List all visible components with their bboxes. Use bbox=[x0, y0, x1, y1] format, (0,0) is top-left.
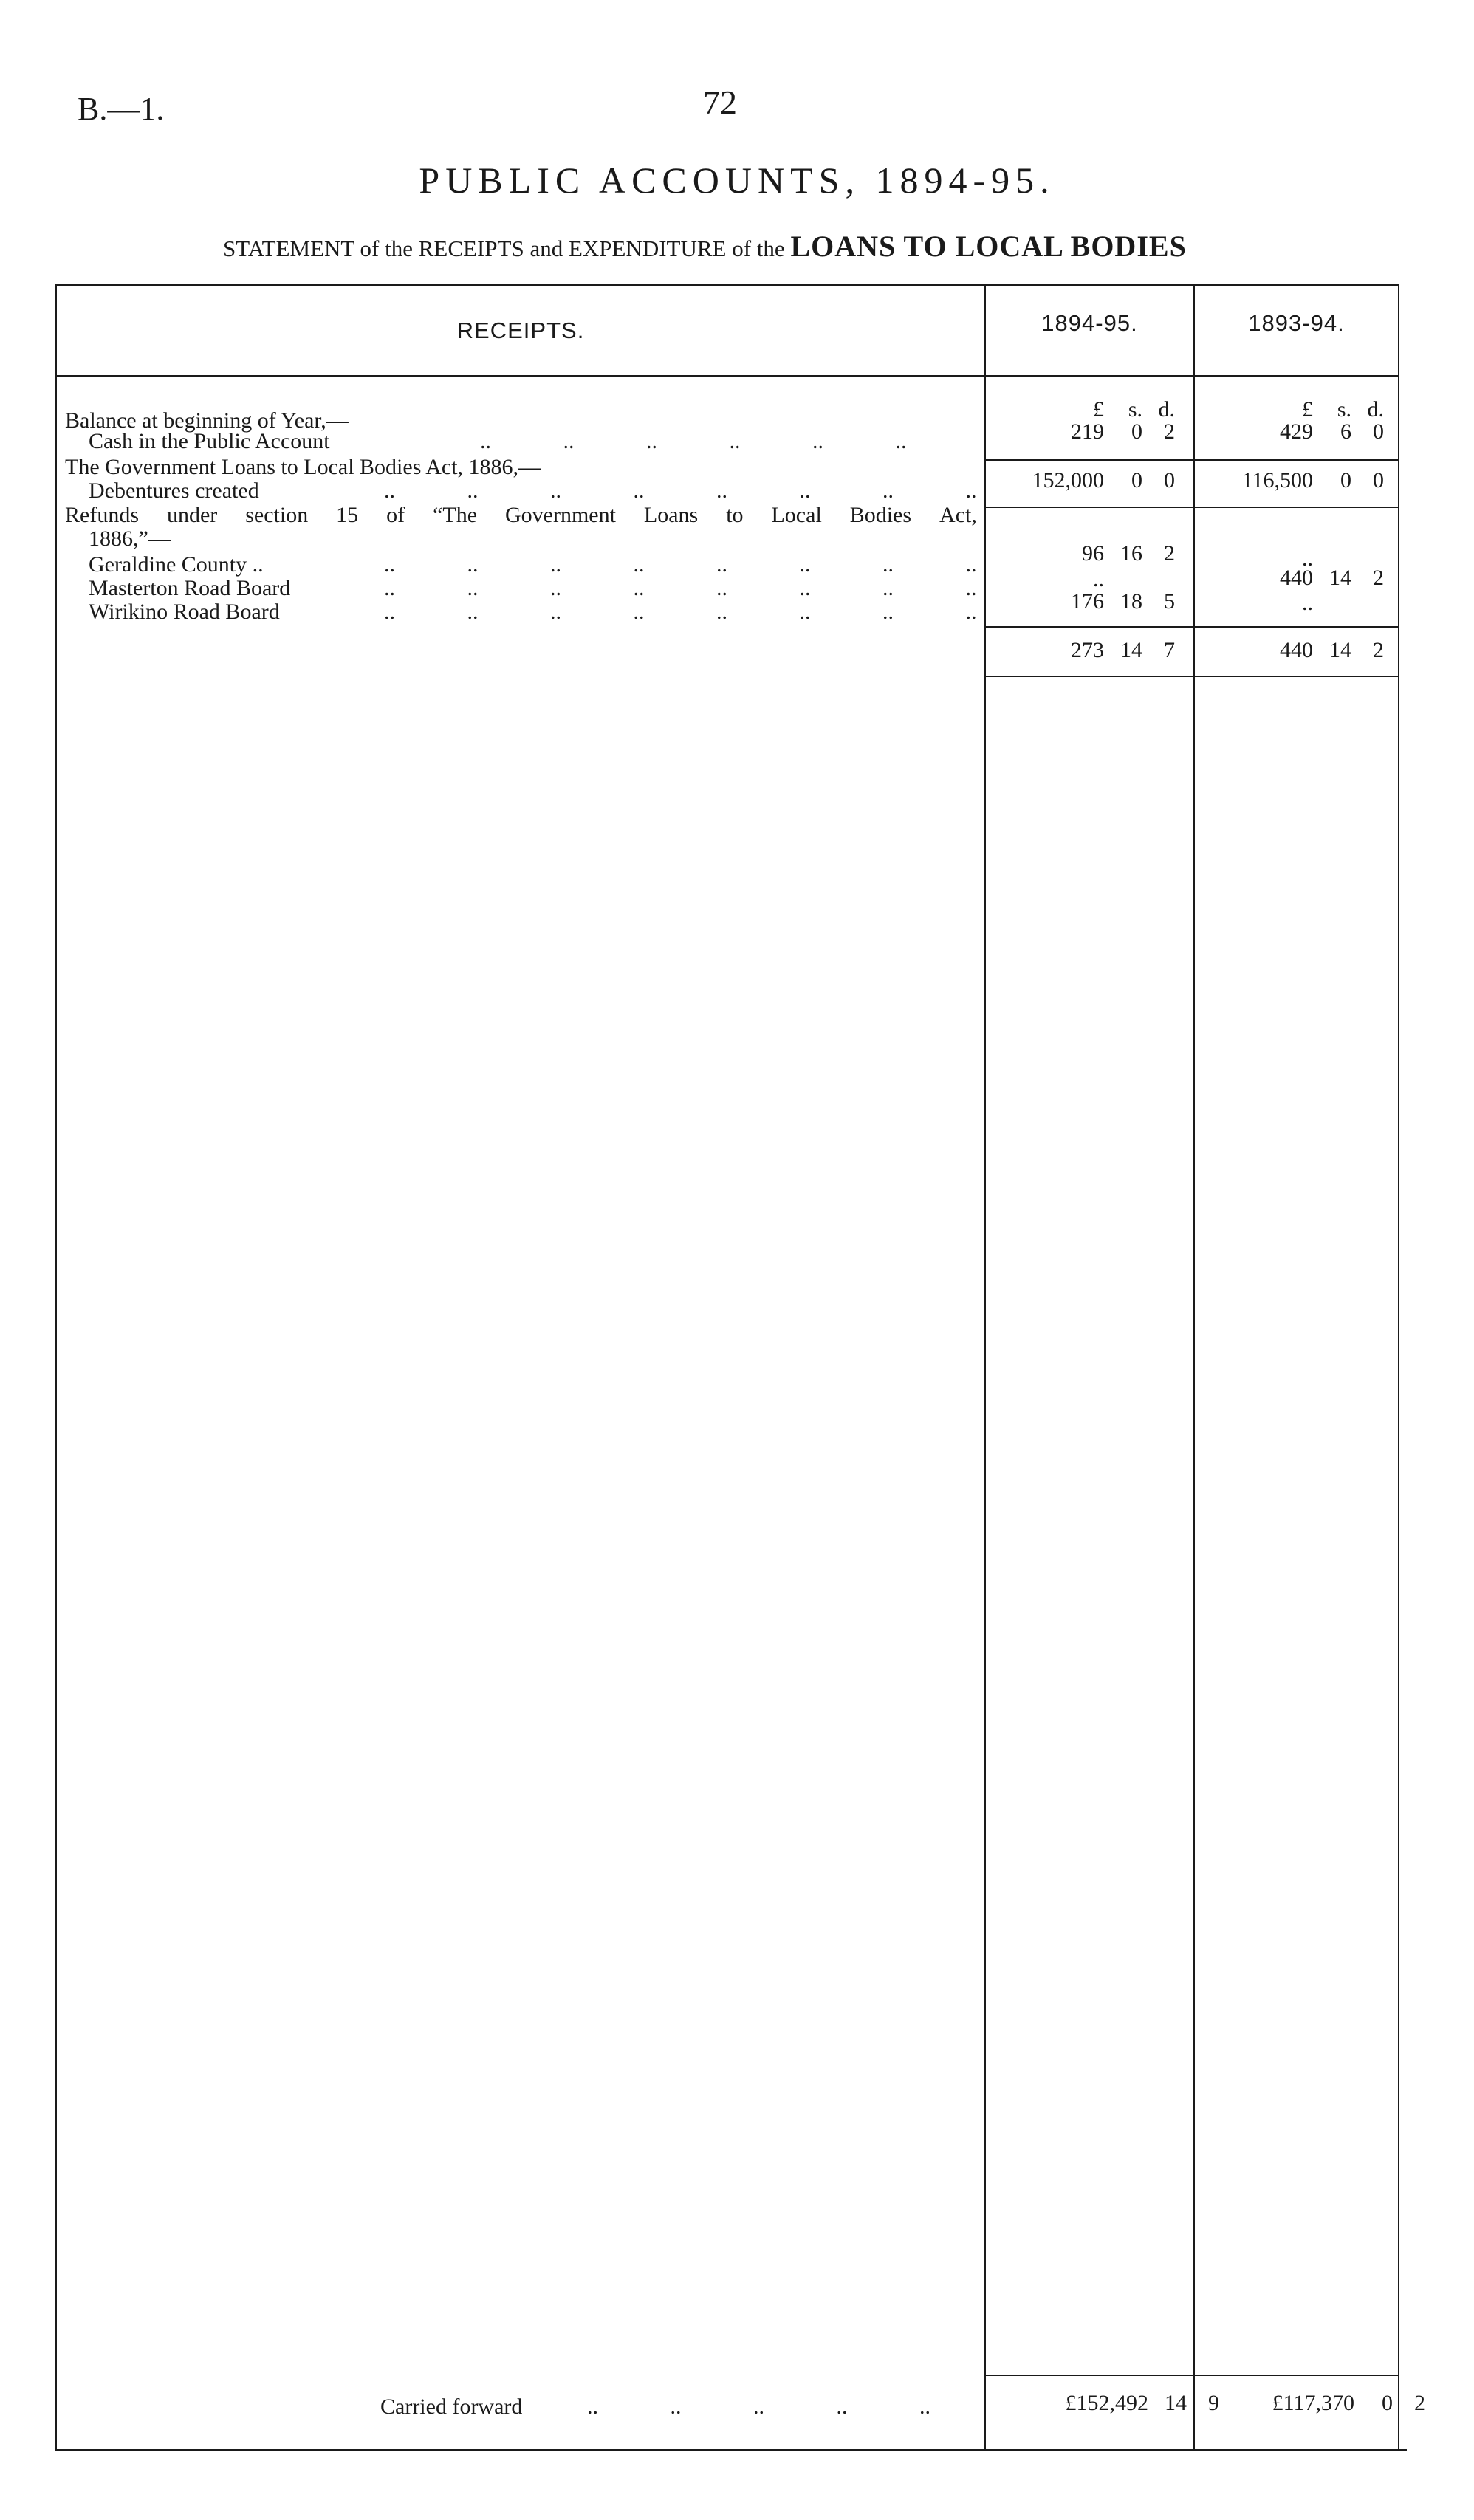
amount-pounds: 116,500 bbox=[1241, 468, 1313, 492]
amount-shillings: 0 bbox=[1131, 419, 1142, 444]
amount-pence: 2 bbox=[1164, 541, 1175, 566]
amount-pounds: £117,370 bbox=[1272, 2391, 1354, 2415]
table-divider-2 bbox=[1193, 284, 1195, 2449]
unit-pounds: £ bbox=[1093, 397, 1104, 422]
geraldine-label: Geraldine County .. bbox=[89, 552, 264, 577]
table-bottom-rule bbox=[55, 2449, 1407, 2451]
amount-pence: 2 bbox=[1414, 2391, 1425, 2415]
units-1893-94 bbox=[1202, 399, 1384, 421]
amount-shillings: 14 bbox=[1120, 638, 1142, 662]
unit-shillings: s. bbox=[1337, 397, 1351, 422]
carried-forward-label: Carried forward bbox=[380, 2394, 523, 2419]
amount-pence bbox=[1357, 592, 1384, 614]
amount-shillings: 14 bbox=[1329, 638, 1351, 662]
refunds-rule-y1 bbox=[986, 626, 1193, 628]
amount-shillings: 0 bbox=[1382, 2391, 1393, 2415]
amount-pounds: 176 bbox=[1071, 589, 1104, 614]
carried-forward-rule-y2 bbox=[1195, 2375, 1398, 2376]
document-reference: B.—1. bbox=[78, 91, 165, 127]
geraldine-1894-95 bbox=[993, 543, 1175, 565]
refunds-heading-cont: 1886,”— bbox=[89, 526, 171, 551]
masterton-1893-94 bbox=[1202, 567, 1384, 589]
amount-pounds: .. bbox=[1302, 591, 1313, 615]
amount-pence: 9 bbox=[1208, 2391, 1219, 2415]
amount-shillings: 6 bbox=[1340, 419, 1351, 444]
amount-shillings bbox=[1319, 592, 1351, 614]
masterton-1894-95 bbox=[993, 569, 1175, 591]
amount-pounds: .. bbox=[1093, 567, 1104, 591]
amount-pence: 2 bbox=[1164, 419, 1175, 444]
amount-shillings: 18 bbox=[1120, 589, 1142, 614]
unit-pence: d. bbox=[1367, 397, 1384, 422]
amount-pence: 2 bbox=[1373, 566, 1384, 590]
refunds-total-1893-94 bbox=[1202, 639, 1384, 662]
cash-1893-94 bbox=[1202, 421, 1384, 443]
cash-label: Cash in the Public Account bbox=[89, 429, 330, 453]
cash-1894-95 bbox=[993, 421, 1175, 443]
cash-rule-y2 bbox=[1195, 459, 1398, 461]
carried-forward-leaders: .. .. .. .. .. bbox=[587, 2394, 930, 2419]
wirikino-1894-95 bbox=[993, 591, 1175, 613]
refunds-heading: Refunds under section 15 of “The Government Loans to Local Bodies Act, bbox=[65, 503, 977, 527]
carried-forward-rule-y1 bbox=[986, 2375, 1193, 2376]
masterton-label: Masterton Road Board bbox=[89, 576, 291, 600]
cash-rule-y1 bbox=[986, 459, 1193, 461]
act-heading: The Government Loans to Local Bodies Act, 1886,— bbox=[65, 455, 541, 479]
debentures-rule-y2 bbox=[1195, 507, 1398, 508]
table-left-border bbox=[55, 284, 57, 2449]
debentures-leaders: .. .. .. .. .. .. .. .. bbox=[384, 478, 977, 503]
balance-heading: Balance at beginning of Year,— bbox=[65, 408, 349, 433]
amount-pounds: 96 bbox=[1082, 541, 1104, 566]
table-divider-1 bbox=[984, 284, 986, 2449]
page-title: PUBLIC ACCOUNTS, 1894-95. bbox=[419, 159, 1055, 201]
refunds-total-1894-95 bbox=[993, 639, 1175, 662]
amount-pence: 0 bbox=[1373, 419, 1384, 444]
masterton-leaders: .. .. .. .. .. .. .. .. bbox=[384, 576, 977, 600]
debentures-1894-95 bbox=[993, 470, 1175, 492]
table-top-rule bbox=[55, 284, 1399, 286]
subtitle-bold: LOANS TO LOCAL BODIES bbox=[790, 230, 1187, 263]
amount-pounds: 429 bbox=[1280, 419, 1313, 444]
statement-subtitle bbox=[223, 229, 1187, 264]
wirikino-label: Wirikino Road Board bbox=[89, 600, 280, 624]
refunds-total-rule-y1 bbox=[986, 676, 1193, 677]
amount-pounds: 440 bbox=[1280, 566, 1313, 590]
geraldine-leaders: .. .. .. .. .. .. .. .. bbox=[384, 552, 977, 577]
amount-shillings: 0 bbox=[1340, 468, 1351, 492]
amount-pence: 5 bbox=[1164, 589, 1175, 614]
amount-shillings: 0 bbox=[1131, 468, 1142, 492]
amount-shillings bbox=[1110, 569, 1142, 591]
amount-pounds: 219 bbox=[1071, 419, 1104, 444]
amount-pence: 0 bbox=[1373, 468, 1384, 492]
amount-pence: 0 bbox=[1164, 468, 1175, 492]
amount-pounds: 440 bbox=[1280, 638, 1313, 662]
debentures-rule-y1 bbox=[986, 507, 1193, 508]
wirikino-leaders: .. .. .. .. .. .. .. .. bbox=[384, 600, 977, 624]
page-number: 72 bbox=[703, 83, 737, 121]
amount-shillings: 16 bbox=[1120, 541, 1142, 566]
amount-pounds: .. bbox=[1302, 546, 1313, 571]
amount-pounds: £152,492 bbox=[1065, 2391, 1148, 2415]
wirikino-1893-94 bbox=[1202, 592, 1384, 614]
header-bottom-rule bbox=[55, 375, 1399, 377]
amount-pence: 7 bbox=[1164, 638, 1175, 662]
debentures-label: Debentures created bbox=[89, 478, 259, 503]
refunds-rule-y2 bbox=[1195, 626, 1398, 628]
amount-pence: 2 bbox=[1373, 638, 1384, 662]
unit-pence: d. bbox=[1158, 397, 1175, 422]
unit-shillings: s. bbox=[1128, 397, 1142, 422]
debentures-1893-94 bbox=[1202, 470, 1384, 492]
unit-pounds: £ bbox=[1302, 397, 1313, 422]
refunds-total-rule-y2 bbox=[1195, 676, 1398, 677]
cash-leaders: .. .. .. .. .. .. bbox=[480, 429, 907, 453]
column-header-receipts: RECEIPTS. bbox=[456, 317, 585, 343]
table-right-border bbox=[1398, 284, 1399, 2449]
amount-shillings: 14 bbox=[1165, 2391, 1187, 2415]
column-header-1894-95: 1894-95. bbox=[1041, 310, 1138, 336]
units-1894-95 bbox=[993, 399, 1175, 421]
amount-pounds: 273 bbox=[1071, 638, 1104, 662]
subtitle-prefix: STATEMENT of the RECEIPTS and EXPENDITURE of the bbox=[223, 236, 785, 261]
carried-forward-1894-95 bbox=[986, 2392, 1219, 2414]
amount-pence bbox=[1148, 569, 1175, 591]
column-header-1893-94: 1893-94. bbox=[1248, 310, 1345, 336]
carried-forward-1893-94 bbox=[1192, 2392, 1425, 2414]
amount-shillings: 14 bbox=[1329, 566, 1351, 590]
amount-pounds: 152,000 bbox=[1032, 468, 1104, 492]
